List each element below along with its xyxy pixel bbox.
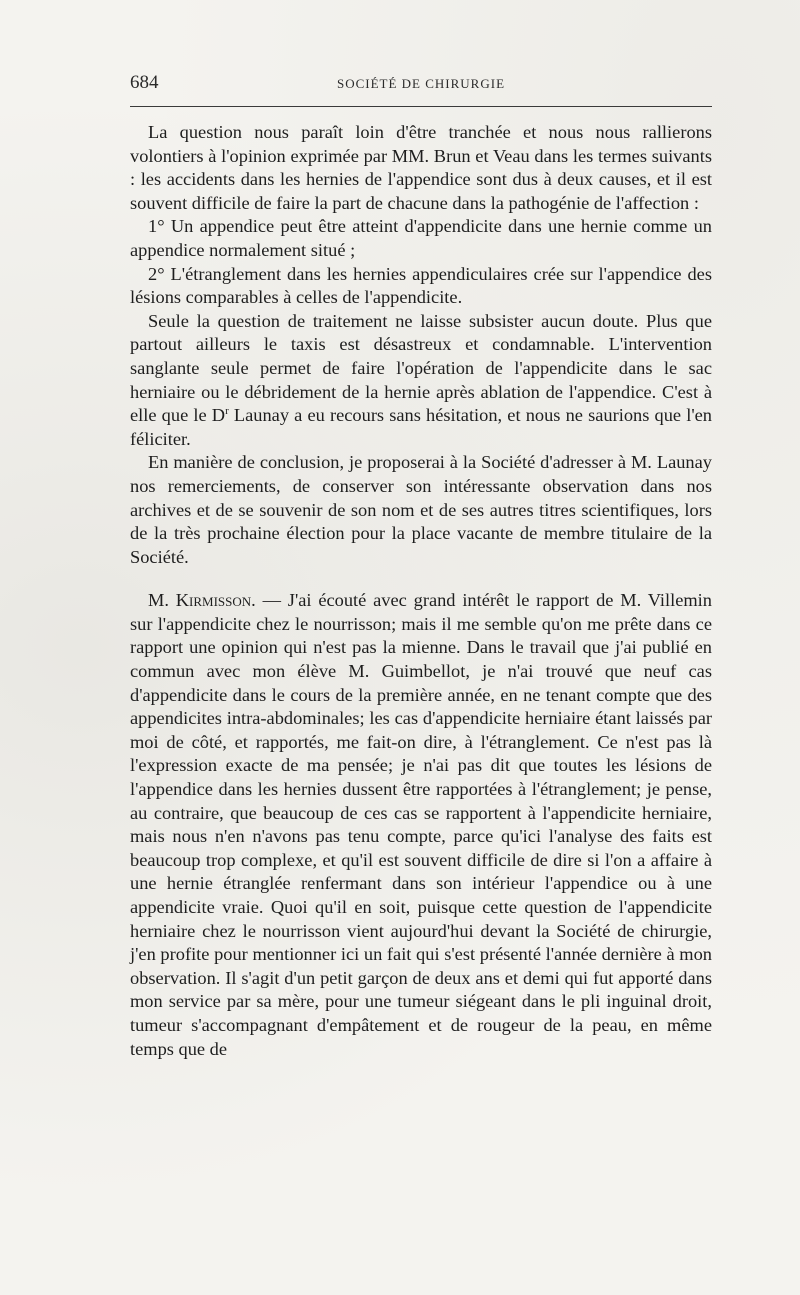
paragraph: 2° L'étranglement dans les hernies appendiculaires crée sur l'appendice des lésions comparables à celles de l'appendicite.	[130, 263, 712, 308]
doctor-abbrev-superscript: r	[225, 405, 229, 417]
speaker-prefix: M.	[148, 590, 176, 611]
paragraph	[130, 310, 712, 452]
paragraph: La question nous paraît loin d'être tranchée et nous nous rallierons volontiers à l'opinion exprimée par MM. Brun et Veau dans les termes suivants : les accidents dans les hernies de l'appendice sont dus à deux causes, et il est souvent difficile de faire la part de chacune dans la pathogénie de l'affection :	[130, 122, 712, 213]
paragraph-text: Launay a eu recours sans hésitation, et nous ne saurions que l'en féliciter.	[130, 405, 712, 449]
speaker-name: Kirmisson	[175, 590, 252, 611]
paragraph: 1° Un appendice peut être atteint d'appendicite dans une hernie comme un appendice normalement situé ;	[130, 216, 712, 260]
kirmisson-paragraph	[130, 589, 712, 1061]
paragraph-text: Seule la question de traitement ne laisse subsister aucun doute. Plus que partout ailleurs le taxis est désastreux et condamnable. L'intervention sanglante seule permet de faire l'opération de l'appendicite dans le sac herniaire ou le débridement de la hernie après ablation de l'appendice. C'est à elle que le D	[130, 310, 712, 426]
paragraph-text: . — J'ai écouté avec grand intérêt le rapport de M. Villemin sur l'appendicite chez le nourrisson; mais il me semble qu'on me prête dans ce rapport une opinion qui n'est pas la mienne. Dans le travail que j'ai publié en commun avec mon élève M. Guimbellot, je n'ai trouvé que neuf cas d'appendicite dans le cours de la première année, en ne tenant compte que des appendicites intra-abdominales; les cas d'appendicite herniaire étant laissés par moi de côté, et rapportés, me fait-on dire, à l'étranglement. Ce n'est pas là l'expression exacte de ma pensée; je n'ai pas dit que toutes les lésions de l'appendice dans les hernies dussent être rapportées à l'étranglement; je pense, au contraire, que beaucoup de ces cas se rapportent à l'appendicite herniaire, mais nous n'en n'avons pas tenu compte, parce qu'ici l'analyse des faits est beaucoup trop complexe, et qu'il est souvent difficile de dire si l'on a affaire à une hernie étranglée renfermant dans son intérieur l'appendice ou à une appendicite vraie. Quoi qu'il en soit, puisque cette question de l'appendicite herniaire chez le nourrisson vient aujourd'hui devant la Société de chirurgie, j'en profite pour mentionner ici un fait qui s'est présenté l'année dernière à mon observation. Il s'agit d'un petit garçon de deux ans et demi qui fut apporté dans mon service par sa mère, pour une tumeur siégeant dans le pli inguinal droit, tumeur s'accompagnant d'empâtement et de rougeur de la peau, en même temps que de	[130, 590, 712, 1059]
page-header	[130, 72, 712, 98]
paragraph: En manière de conclusion, je proposerai à la Société d'adresser à M. Launay nos remerciements, de conserver son intéressante observation dans nos archives et de se souvenir de son nom et de ses autres titres scientifiques, lors de la très prochaine élection pour la place vacante de membre titulaire de la Société.	[130, 452, 712, 567]
header-rule	[130, 106, 712, 107]
page-number: 684	[130, 72, 159, 93]
body-text	[130, 121, 712, 1061]
running-title: SOCIÉTÉ DE CHIRURGIE	[336, 76, 506, 91]
